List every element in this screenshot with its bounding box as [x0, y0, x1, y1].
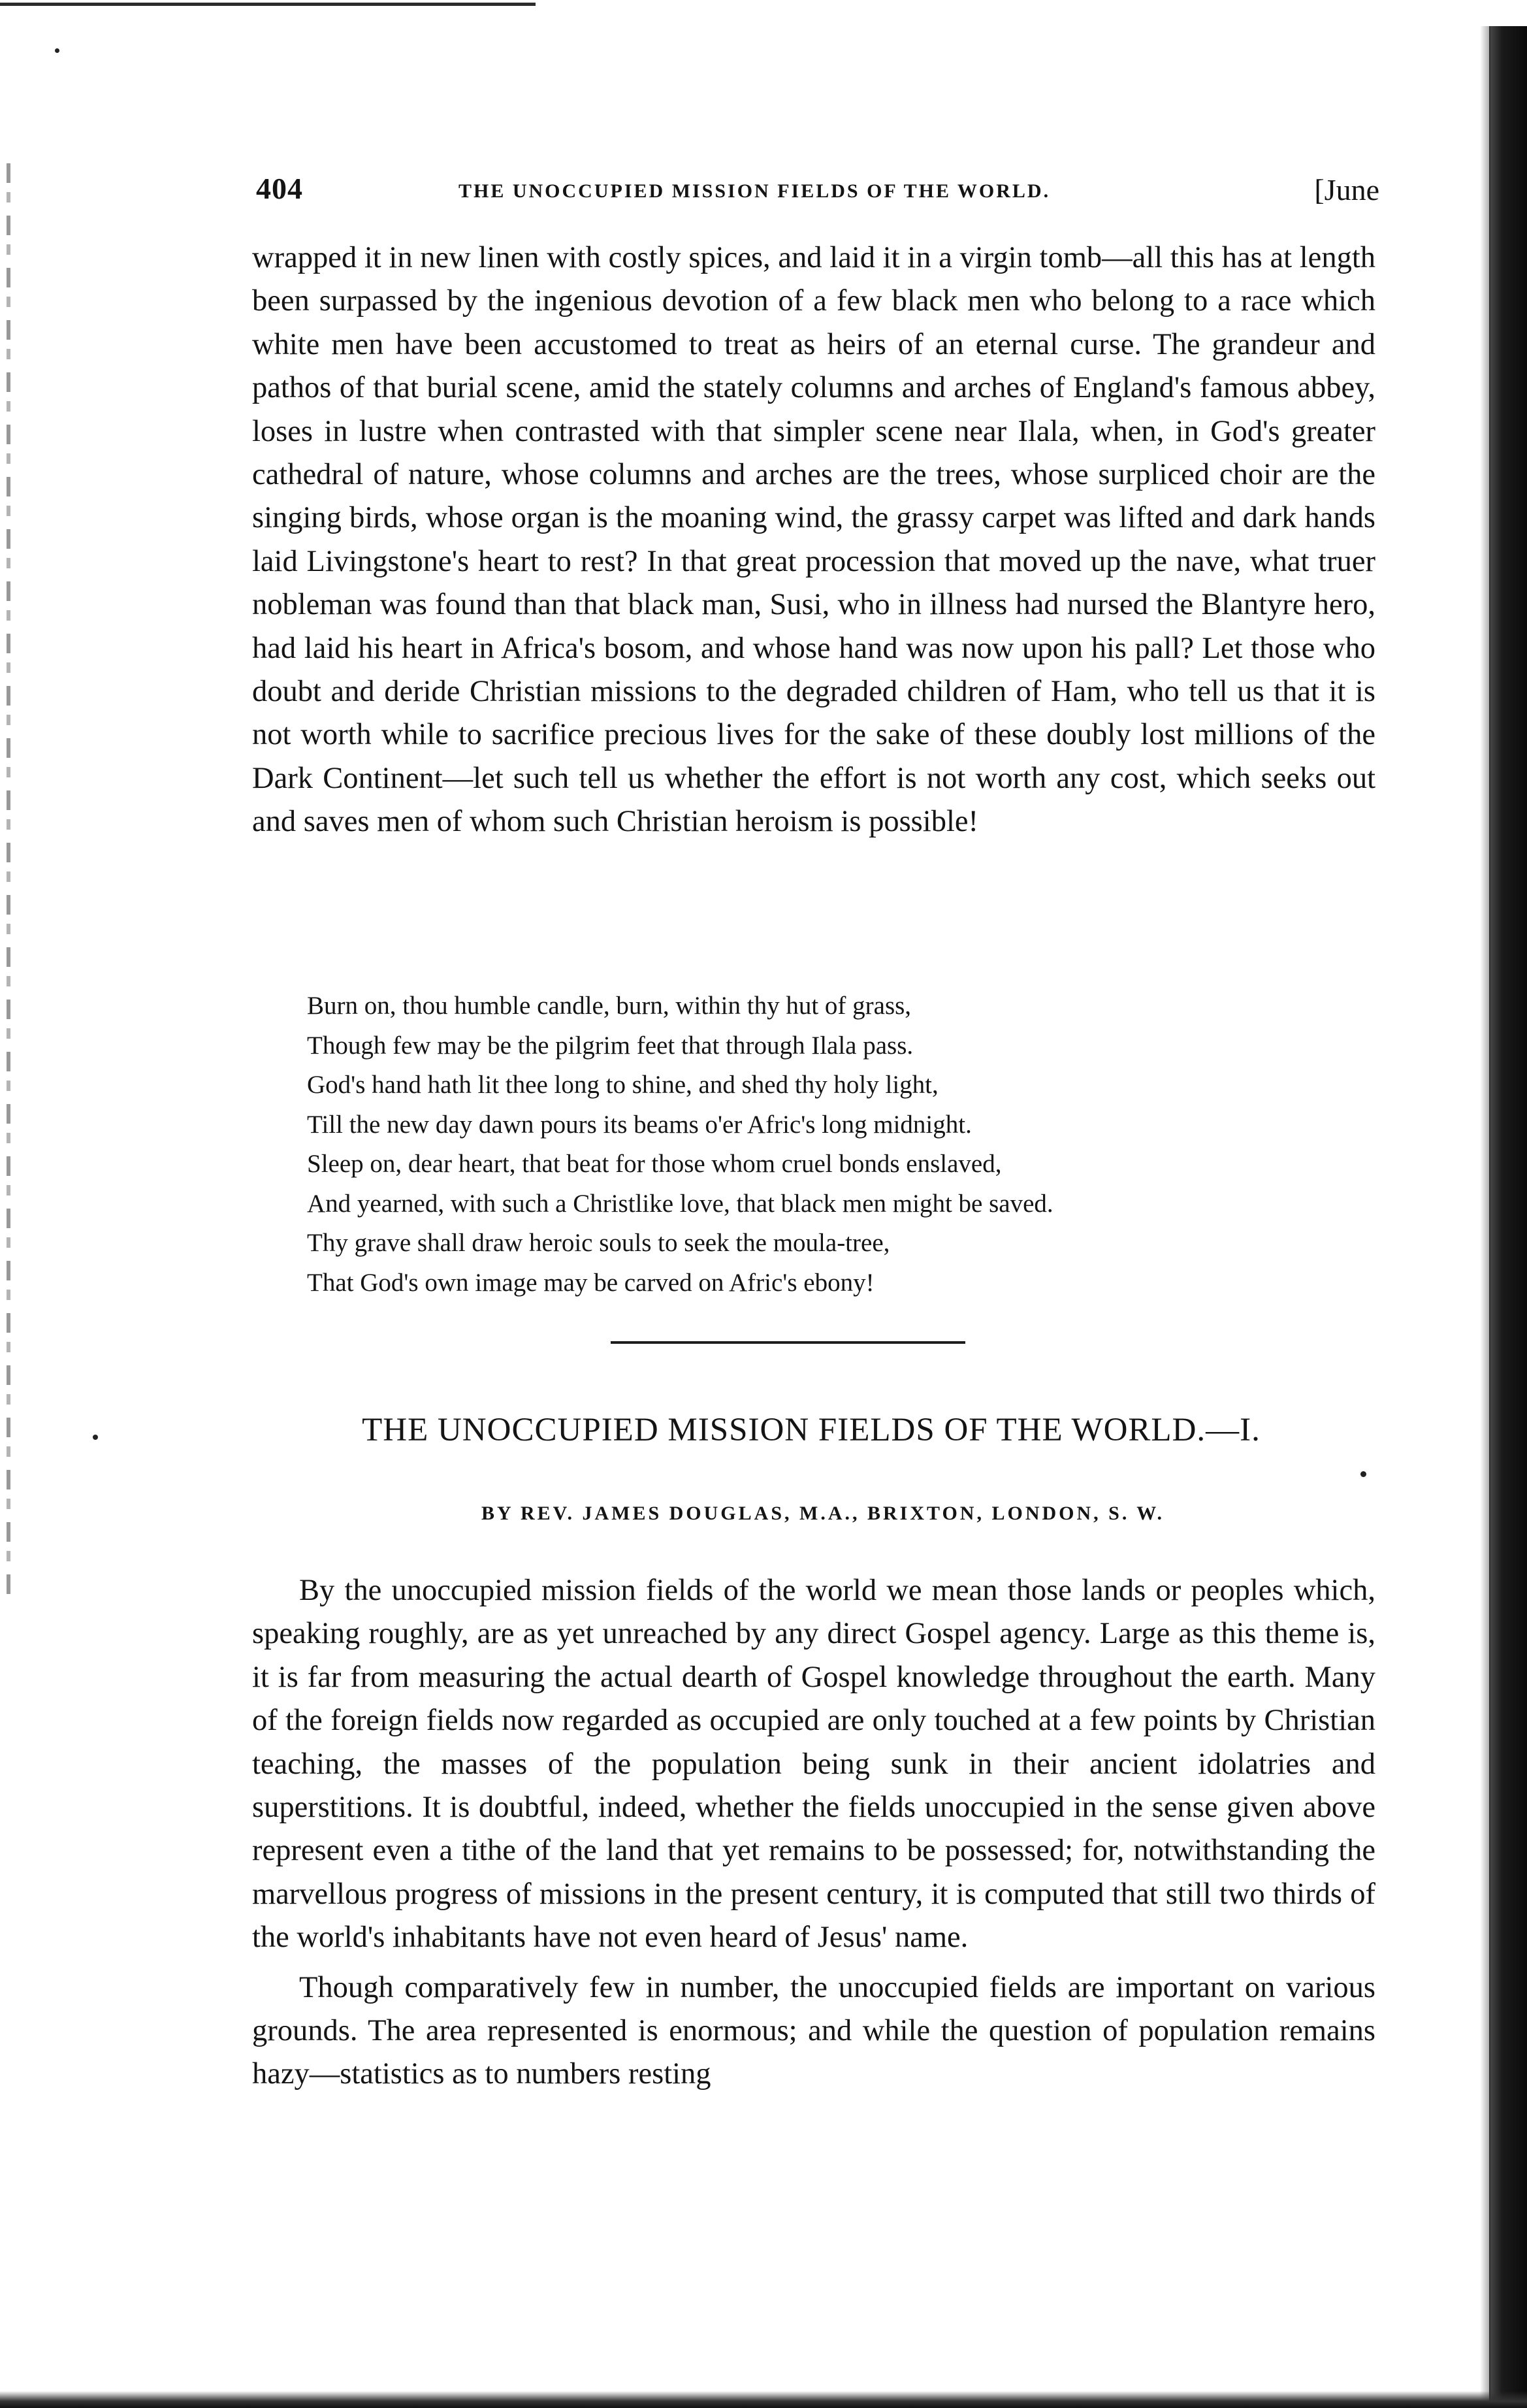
verse-stanza: [307, 986, 1352, 1303]
running-header: [256, 171, 1379, 210]
article-body: [252, 1569, 1375, 2096]
scan-speck: [93, 1435, 98, 1440]
scan-speck: [55, 48, 59, 53]
running-month: [June: [1314, 173, 1379, 206]
scan-bottom-shadow: [0, 2391, 1527, 2408]
verse-line: That God's own image may be carved on Afric's ebony!: [307, 1268, 875, 1297]
scan-top-rule: [0, 3, 536, 6]
continued-text-block: [252, 236, 1375, 844]
article-byline: BY REV. JAMES DOUGLAS, M.A., BRIXTON, LONDON, S. W.: [481, 1503, 1165, 1524]
article-paragraph: Though comparatively few in number, the unoccupied fields are important on various grounds. The area represented is enormous; and while the question of population remains hazy—statistics as to numbers resting: [252, 1970, 1375, 2091]
scan-speck: [1360, 1471, 1366, 1477]
verse-line: Sleep on, dear heart, that beat for those whom cruel bonds enslaved,: [307, 1150, 1002, 1178]
verse-line: God's hand hath lit thee long to shine, and shed thy holy light,: [307, 1071, 939, 1099]
verse-line: Thy grave shall draw heroic souls to seek the moula-tree,: [307, 1229, 890, 1257]
verse-line: Though few may be the pilgrim feet that through Ilala pass.: [307, 1031, 914, 1060]
scan-right-shadow-gradient: [1480, 26, 1490, 2408]
verse-line: Till the new day dawn pours its beams o'er Afric's long midnight.: [307, 1110, 972, 1139]
scan-right-shadow: [1489, 26, 1527, 2408]
verse-line: And yearned, with such a Christlike love, that black men might be saved.: [307, 1189, 1053, 1218]
running-title: THE UNOCCUPIED MISSION FIELDS OF THE WORLD.: [458, 180, 1051, 202]
article-title: THE UNOCCUPIED MISSION FIELDS OF THE WORLD.—I.: [362, 1412, 1261, 1448]
verse-line: Burn on, thou humble candle, burn, within thy hut of grass,: [307, 992, 912, 1020]
section-divider: [611, 1341, 965, 1344]
article-paragraph: By the unoccupied mission fields of the world we mean those lands or peoples which, speaking roughly, are as yet unreached by any direct Gospel agency. Large as this theme is, it is far from measuring the actual dearth of Gospel knowledge throughout the earth. Many of the foreign fields now regarded as occupied are only touched at a few points by Christian teaching, the masses of the population being sunk in their ancient idolatries and superstitions. It is doubtful, indeed, whether the fields unoccupied in the sense given above represent even a tithe of the land that yet remains to be possessed; for, notwithstanding the marvellous progress of missions in the present century, it is computed that still two thirds of the world's inhabitants have not even heard of Jesus' name.: [252, 1574, 1375, 1955]
scan-left-edge: [7, 163, 10, 1601]
continued-paragraph: wrapped it in new linen with costly spices, and laid it in a virgin tomb—all this has at length been surpassed by the ingenious devotion of a few black men who belong to a race which white men have been accustomed to treat as heirs of an eternal curse. The grandeur and pathos of that burial scene, amid the stately columns and arches of England's famous abbey, loses in lustre when contrasted with that simpler scene near Ilala, when, in God's greater cathedral of nature, whose columns and arches are the trees, whose surpliced choir are the singing birds, whose organ is the moaning wind, the grassy carpet was lifted and dark hands laid Livingstone's heart to rest? In that great procession that moved up the nave, what truer nobleman was found than that black man, Susi, who in illness had nursed the Blantyre hero, had laid his heart in Africa's bosom, and whose hand was now upon his pall? Let those who doubt and deride Christian missions to the degraded children of Ham, who tell us that it is not worth while to sacrifice precious lives for the sake of these doubly lost millions of the Dark Continent—let such tell us whether the effort is not worth any cost, which seeks out and saves men of whom such Christian heroism is possible!: [252, 241, 1375, 839]
page-number: 404: [256, 172, 303, 205]
